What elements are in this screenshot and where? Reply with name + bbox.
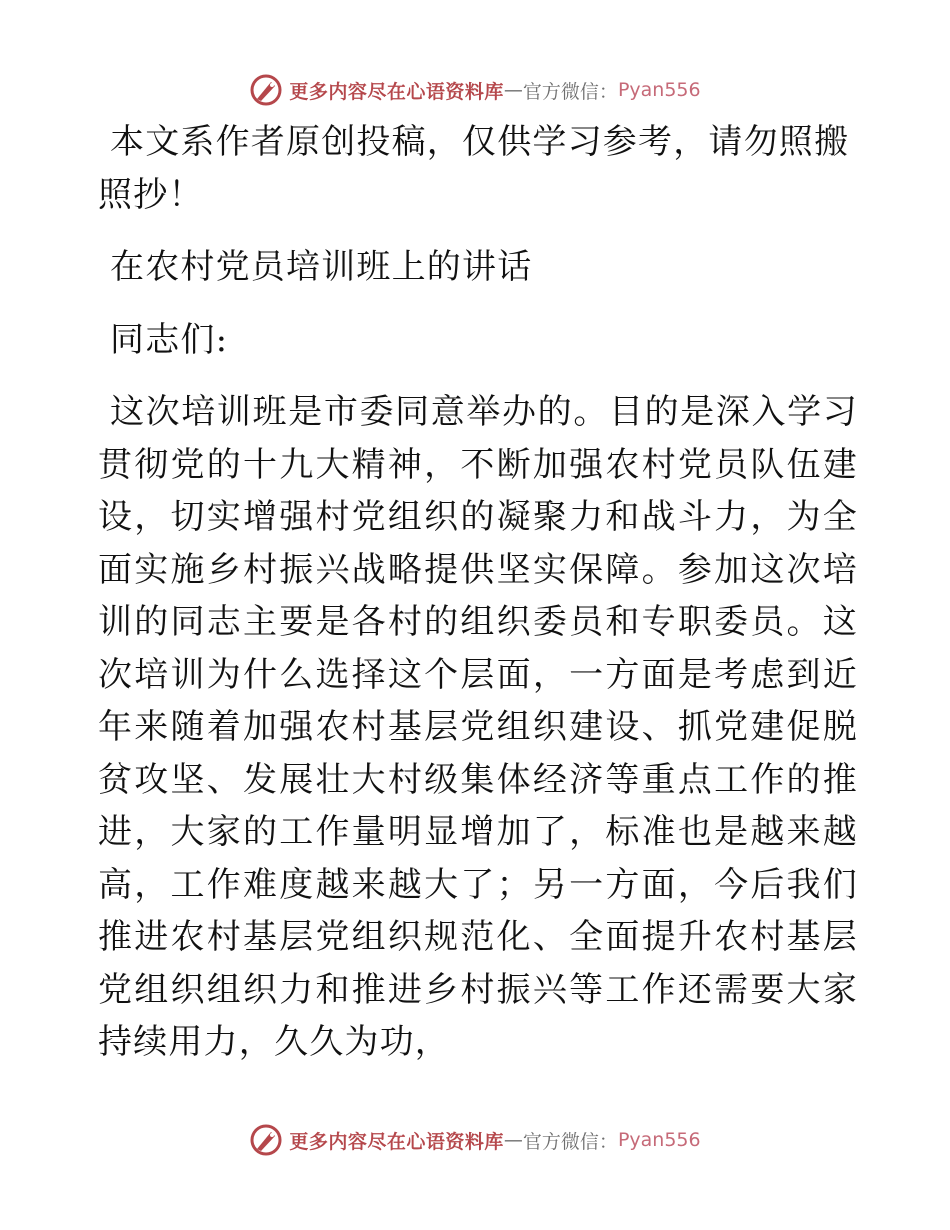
body-paragraph: 这次培训班是市委同意举办的。目的是深入学习贯彻党的十九大精神，不断加强农村党员队伍建设，切实增强村党组织的凝聚力和战斗力，为全面实施乡村振兴战略提供坚实保障。参加这次培训的同志主要是各村的组织委员和专职委员。这次培训为什么选择这个层面，一方面是考虑到近年来随着加强农村基层党组织建设、抓党建促脱贫攻坚、发展壮大村级集体经济等重点工作的推进，大家的工作量明显增加了，标准也是越来越高，工作难度越来越大了；另一方面，今后我们推进农村基层党组织规范化、全面提升农村基层党组织组织力和推进乡村振兴等工作还需要大家持续用力，久久为功，: [98, 392, 858, 1062]
footer-contact-label: 官方微信：: [522, 1130, 618, 1153]
document-title: 在农村党员培训班上的讲话: [110, 247, 533, 287]
footer-separator: —: [503, 1129, 523, 1151]
pen-nib-circle-icon: [249, 73, 283, 107]
document-body: [98, 116, 858, 1089]
header-banner: [0, 70, 950, 110]
salutation: 同志们:: [110, 319, 229, 360]
copyright-notice: 本文系作者原创投稿，仅供学习参考，请勿照搬照抄！: [98, 122, 850, 215]
header-contact-label: 官方微信：: [522, 80, 618, 103]
header-separator: —: [503, 79, 523, 101]
footer-banner: [0, 1120, 950, 1160]
header-brand: 更多内容尽在心语资料库: [289, 80, 504, 103]
pen-nib-circle-icon: [249, 1123, 283, 1157]
header-contact-id: Pyan556: [617, 79, 701, 101]
footer-contact-id: Pyan556: [617, 1129, 701, 1151]
footer-brand: 更多内容尽在心语资料库: [289, 1130, 504, 1153]
